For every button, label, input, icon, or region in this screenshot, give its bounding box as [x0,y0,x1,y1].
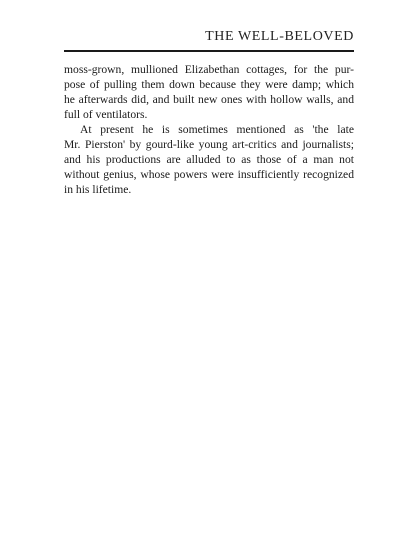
text-line: moss-grown, mullioned Elizabethan cottages, for the pur- [64,63,354,76]
text-line: Mr. Pierston' by gourd-like young art-critics and journalists; [64,138,354,151]
paragraph-2 [64,122,354,197]
text-line: he afterwards did, and built new ones with hollow walls, and [64,93,354,106]
text-line: and his productions are alluded to as those of a man not [64,153,354,166]
running-head-title: THE WELL-BELOVED [205,29,354,44]
text-line: in his lifetime. [64,183,132,196]
text-line: without genius, whose powers were insufficiently recognized [64,168,354,181]
paragraph-1 [64,62,354,122]
text-line: pose of pulling them down because they were damp; which [64,78,354,91]
text-line: At present he is sometimes mentioned as 'the late [80,123,354,136]
body-text [64,62,354,197]
text-line: full of ventilators. [64,108,148,121]
header-rule [64,50,354,52]
